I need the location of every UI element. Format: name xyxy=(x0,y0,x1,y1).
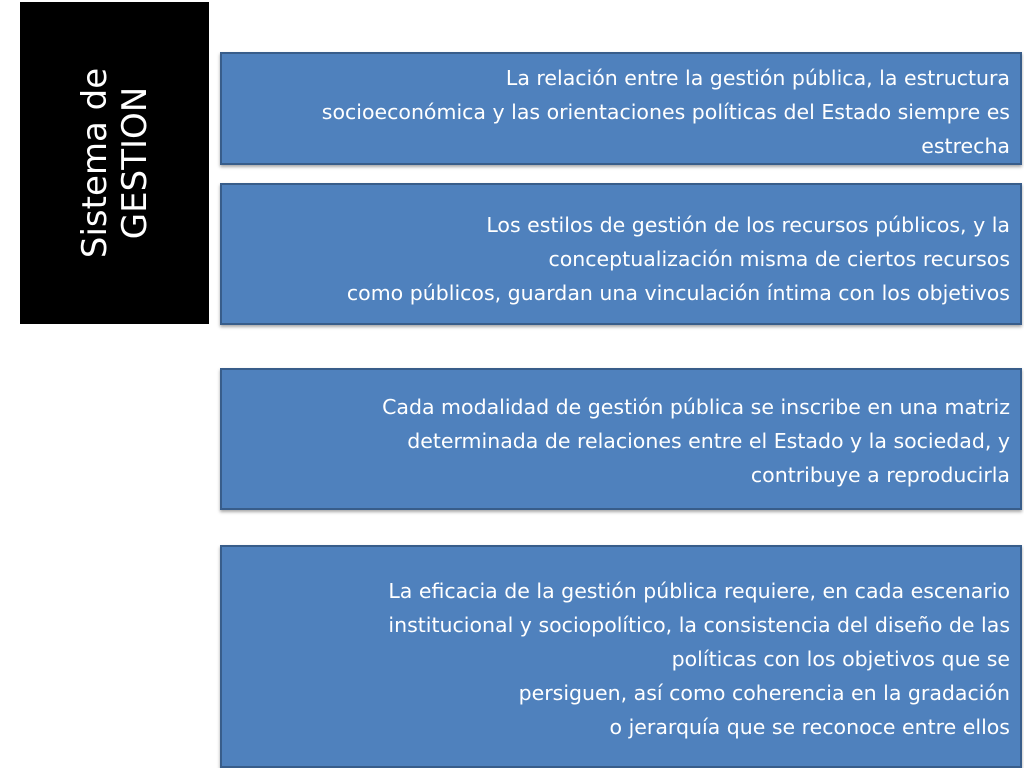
statement-4-line-1: La eficacia de la gestión pública requiere, en cada escenario xyxy=(388,579,1010,603)
title-text xyxy=(75,68,155,258)
title-line-2: GESTION xyxy=(114,86,155,240)
statement-box-4 xyxy=(220,545,1022,768)
statement-2-line-1: Los estilos de gestión de los recursos públicos, y la xyxy=(486,213,1010,237)
title-panel xyxy=(20,2,209,324)
statement-2-line-2: conceptualización misma de ciertos recursos xyxy=(548,247,1010,271)
statement-4-line-4: persiguen, así como coherencia en la gradación xyxy=(518,681,1010,705)
statement-box-3 xyxy=(220,368,1022,510)
statement-1-line-2: socioeconómica y las orientaciones políticas del Estado siempre es xyxy=(321,100,1010,124)
statement-3-line-3: contribuye a reproducirla xyxy=(750,463,1010,487)
statement-4-line-3: políticas con los objetivos que se xyxy=(671,647,1010,671)
statement-box-2 xyxy=(220,183,1022,325)
statement-3-line-1: Cada modalidad de gestión pública se inscribe en una matriz xyxy=(382,395,1010,419)
statement-4-line-2: institucional y sociopolítico, la consistencia del diseño de las xyxy=(388,613,1010,637)
statement-4-line-5: o jerarquía que se reconoce entre ellos xyxy=(609,715,1010,739)
statement-2-line-3: como públicos, guardan una vinculación íntima con los objetivos xyxy=(346,281,1010,305)
statement-1-line-1: La relación entre la gestión pública, la estructura xyxy=(505,66,1010,90)
statement-box-1 xyxy=(220,52,1022,165)
statement-1-line-3: estrecha xyxy=(921,134,1010,158)
statement-3-line-2: determinada de relaciones entre el Estado y la sociedad, y xyxy=(407,429,1010,453)
title-line-1: Sistema de xyxy=(74,67,115,259)
